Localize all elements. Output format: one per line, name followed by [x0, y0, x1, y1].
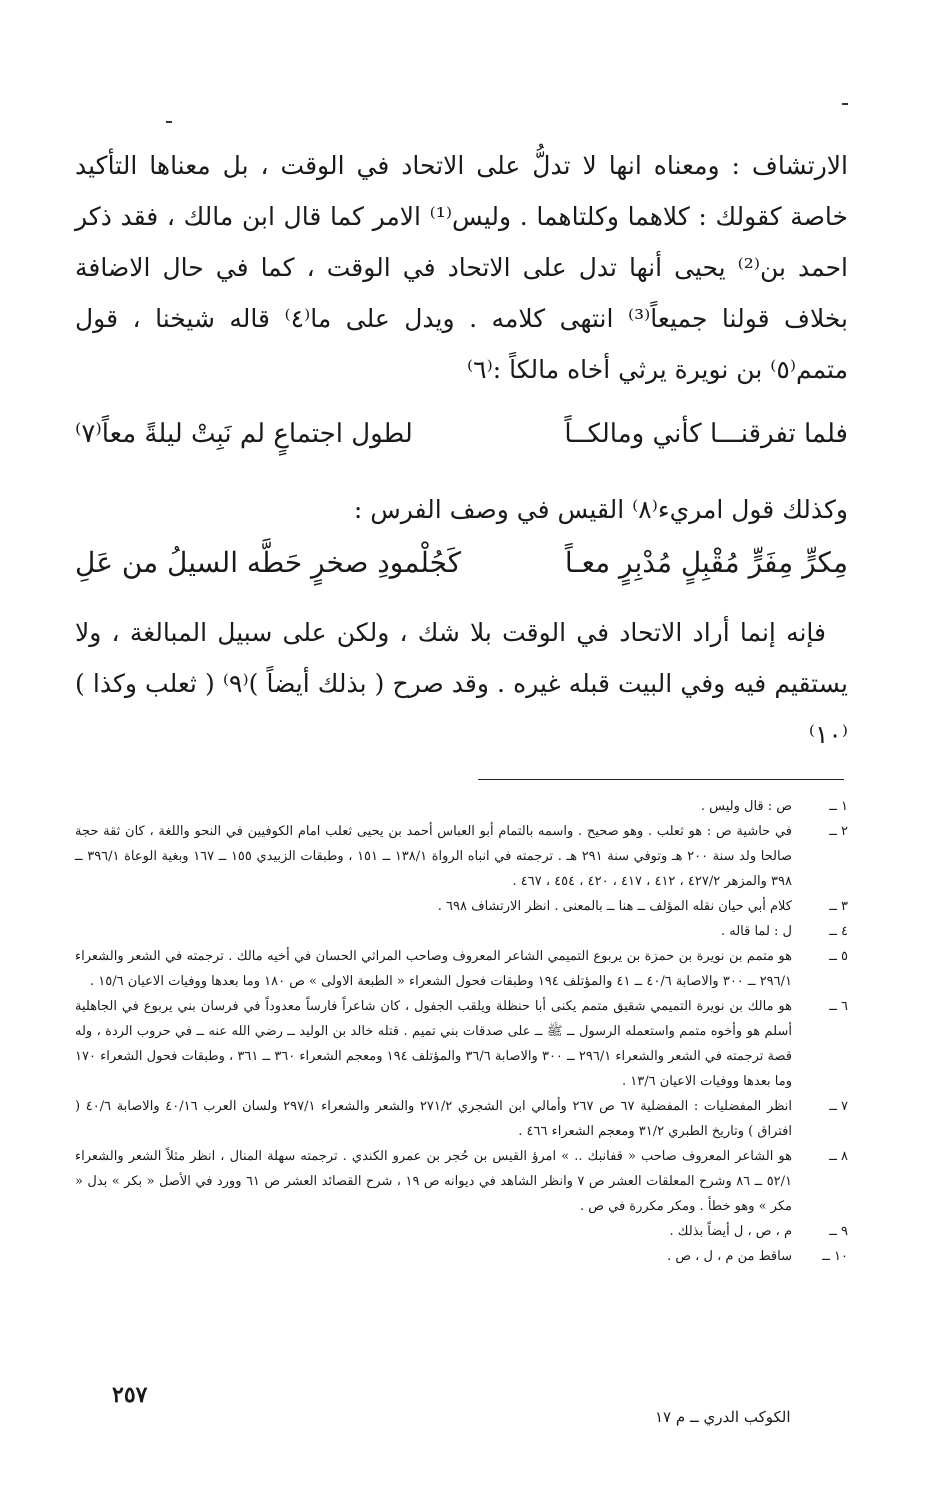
footnote-number: ٦ ــ — [829, 999, 848, 1014]
footnote — [75, 919, 848, 944]
footnote-number: ١٠ ــ — [822, 1249, 848, 1264]
footnote — [75, 1244, 848, 1269]
footnote — [75, 1144, 848, 1219]
footnote-text: ل : لما قاله . — [720, 924, 792, 939]
verse-1-second-hemistich: لطول اجتماعٍ لم نَبِتْ ليلةً معاً⁽٧⁾ — [75, 419, 413, 449]
footnote-text: هو مالك بن نويرة التميمي شقيق متمم يكنى أبا حنظلة ويلقب الجفول ، كان شاعراً فارساً معدوداً في فرسان بني يربوع في الجاهلية أسلم هو وأخوه متمم واستعمله الرسول ــ ﷺ ــ على صدقات بني تميم . قتله خالد بن الوليد ــ رضي الله عنه ــ في حروب الردة ، وله قصة ترجمته في الشعر والشعراء ٢٩٦/١ ــ ٣٠٠ والاصابة ٣٦/٦ والمؤتلف ١٩٤ ومعجم الشعراء ٣٦٠ ــ ٣٦١ ، وطبقات فحول الشعراء ١٧٠ وما بعدها ووفيات الاعيان ١٣/٦ . — [75, 999, 792, 1089]
footnote-text: كلام أبي حيان نقله المؤلف ــ هنا ــ بالمعنى . انظر الارتشاف ٦٩٨ . — [437, 899, 792, 914]
paragraph-2: فإنه إنما أراد الاتحاد في الوقت بلا شك ، ولكن على سبيل المبالغة ، ولا يستقيم فيه وفي البيت قبله غيره . وقد صرح ( بذلك أيضاً )⁽٩⁾ ( ثعلب وكذا )⁽١٠⁾ — [75, 618, 848, 749]
verse-1-first-hemistich: فلما تفرقنـــا كأني ومالكــاً — [564, 419, 848, 449]
main-text — [75, 140, 848, 760]
footnote — [75, 1219, 848, 1244]
footnote-number: ٣ ــ — [829, 899, 848, 914]
footnote-number: ٧ ــ — [829, 1099, 848, 1114]
footnote-text: هو متمم بن نويرة بن حمزة بن يربوع التميمي الشاعر المعروف وصاحب المراثي الحسان في أخيه مالك . ترجمته في الشعر والشعراء ٢٩٦/١ ــ ٣٠٠ والاصابة ٤٠/٦ ــ ٤١ والمؤتلف ١٩٤ وطبقات فحول الشعراء « الطبعة الاولى » ص ١٨٠ وما بعدها ووفيات الاعيان ١٥/٦ . — [75, 949, 792, 989]
footnote-separator — [478, 779, 844, 780]
paragraph-1: الارتشاف : ومعناه انها لا تدلُّ على الاتحاد في الوقت ، بل معناها التأكيد خاصة كقولك : كلاهما وكلتاهما . وليس⁽¹⁾ الامر كما قال ابن مالك ، فقد ذكر احمد بن⁽²⁾ يحيى أنها تدل على الاتحاد في الوقت ، كما في حال الاضافة بخلاف قولنا جميعاً⁽³⁾ انتهى كلامه . ويدل على ما⁽٤⁾ قاله شيخنا ، قول متمم⁽٥⁾ بن نويرة يرثي أخاه مالكاً :⁽٦⁾ — [75, 151, 848, 384]
footnote-text: م ، ص ، ل أيضاً بذلك . — [669, 1224, 792, 1239]
footnote-number: ٤ ــ — [829, 924, 848, 939]
verse-2 — [75, 546, 848, 579]
footnote-text: ص : قال وليس . — [700, 799, 792, 814]
footnote — [75, 994, 848, 1094]
scan-mark — [842, 103, 848, 105]
scan-mark — [166, 121, 172, 123]
footnote-text: في حاشية ص : هو ثعلب . وهو صحيح . واسمه بالتمام أبو العباس أحمد بن يحيى ثعلب امام الكوفيين في النحو واللغة ، كان ثقة حجة صالحا ولد سنة ٢٠٠ هـ وتوفي سنة ٢٩١ هـ . ترجمته في انباه الرواة ١٣٨/١ ــ ١٥١ ، وطبقات الزبيدي ١٥٥ ــ ١٦٧ وبغية الوعاة ٣٩٦/١ ــ ٣٩٨ والمزهر ٤٢٧/٢ ، ٤١٢ ، ٤١٧ ، ٤٢٠ ، ٤٥٤ ، ٤٦٧ . — [75, 824, 793, 889]
footnote-number: ٥ ــ — [829, 949, 848, 964]
footnote-text: ساقط من م ، ل ، ص . — [667, 1249, 792, 1264]
page-number: ٢٥٧ — [112, 1382, 148, 1408]
verse-2-second-hemistich: كَجُلْمودِ صخرٍ حَطَّه السيلُ من عَلِ — [75, 546, 462, 579]
footnote-number: ٢ ــ — [829, 824, 848, 839]
footnote-text: هو الشاعر المعروف صاحب « قفانبك .. » امرؤ القيس بن حُجر بن عمرو الكندي . ترجمته سهلة المنال ، انظر مثلاً الشعر والشعراء ٥٢/١ ــ ٨٦ وشرح المعلقات العشر ص ٧ وانظر الشاهد في ديوانه ص ١٩ ، شرح القصائد العشر ص ٦١ وورد في الأصل « بكر » بدل « مكر » وهو خطأ . ومكر مكررة في ص . — [75, 1149, 793, 1214]
verse-2-first-hemistich: مِكرٍّ مِفَرٍّ مُقْبِلٍ مُدْبِرٍ معـاً — [564, 546, 848, 579]
footnote — [75, 819, 848, 894]
verse-1 — [75, 419, 848, 449]
footnotes — [75, 794, 848, 1269]
footnote-text: انظر المفضليات : المفضلية ٦٧ ص ٢٦٧ وأمالي ابن الشجري ٢٧١/٢ والشعر والشعراء ٢٩٧/١ ولسان العرب ٤٠/١٦ والاصابة ٤٠/٦ ( افتراق ) وتاريخ الطبري ٣١/٢ ومعجم الشعراء ٤٦٦ . — [75, 1099, 793, 1139]
footnote-number: ١ ــ — [829, 799, 848, 814]
footnote — [75, 794, 848, 819]
footnote-number: ٨ ــ — [829, 1149, 848, 1164]
footnote — [75, 894, 848, 919]
footnote-number: ٩ ــ — [829, 1224, 848, 1239]
footnote — [75, 944, 848, 994]
verse-2-intro: وكذلك قول امريء⁽٨⁾ القيس في وصف الفرس : — [353, 495, 848, 524]
footnote — [75, 1094, 848, 1144]
signature-mark: الكوكب الدري ــ م ١٧ — [655, 1408, 791, 1426]
